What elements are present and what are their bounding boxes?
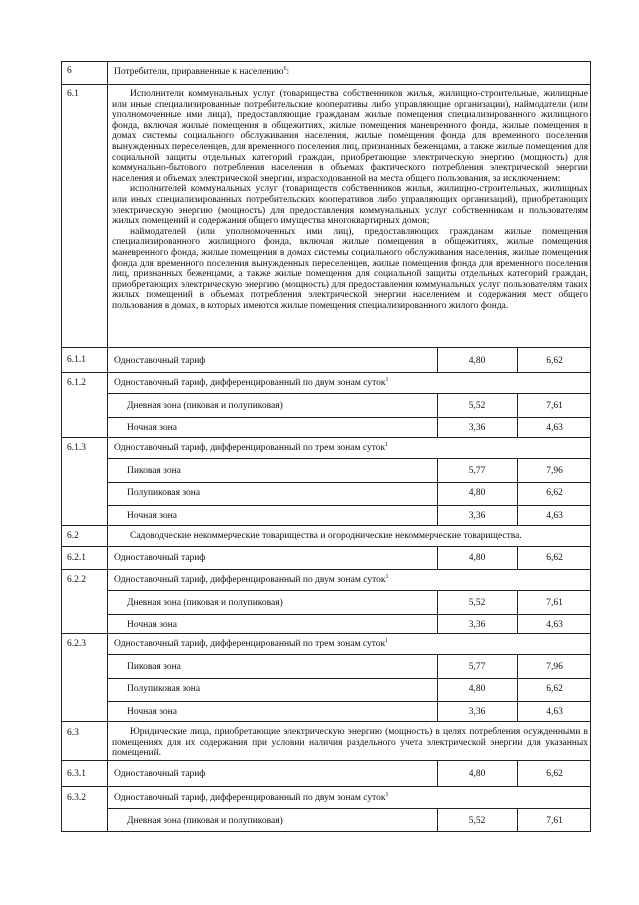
table-row-6-2: [61, 525, 591, 547]
zone-value-1: 5,77: [468, 466, 486, 476]
zone-value-1: 4,80: [468, 488, 486, 498]
row-description: Садоводческие некоммерческие товарищества и огороднические некоммерческие товарищества.: [130, 531, 522, 541]
zone-value-2: 6,62: [546, 488, 563, 498]
tariff-value-1: 4,80: [468, 356, 486, 366]
zone-name: Ночная зона: [127, 707, 177, 717]
zone-value-1: 5,52: [468, 598, 486, 608]
tariff-name: Одноставочный тариф, дифференцированный по трем зонам суток$^1$: [114, 441, 389, 453]
zone-value-2: 7,61: [546, 816, 563, 826]
zone-value-2: 6,62: [546, 684, 563, 694]
zone-value-1: 4,80: [468, 684, 486, 694]
tariff-name: Одноставочный тариф: [114, 356, 206, 366]
zone-value-1: 5,52: [468, 816, 486, 826]
table-row-6-3: [61, 721, 591, 761]
row-number: 6.2.2: [67, 575, 86, 585]
tariff-name: Одноставочный тариф, дифференцированный по двум зонам суток$^1$: [114, 573, 389, 585]
row-title: Потребители, приравненные к населению$^6$:: [114, 65, 290, 77]
tariff-name: Одноставочный тариф, дифференцированный по трем зонам суток$^1$: [114, 637, 389, 649]
row-number: 6: [67, 66, 72, 76]
zone-name: Полупиковая зона: [127, 488, 201, 498]
zone-value-1: 3,36: [468, 620, 486, 630]
tariff-value-2: 6,62: [546, 356, 563, 366]
row-number: 6.2.1: [67, 553, 86, 563]
zone-name: Пиковая зона: [127, 662, 181, 672]
row-number: 6.2.3: [67, 639, 86, 649]
row-number: 6.1.2: [67, 378, 86, 388]
zone-value-2: 7,96: [546, 466, 563, 476]
zone-value-2: 4,63: [546, 620, 563, 630]
zone-value-2: 4,63: [546, 511, 563, 521]
table-row-6: [61, 61, 591, 85]
zone-name: Дневная зона (пиковая и полупиковая): [127, 816, 283, 826]
tariff-name: Одноставочный тариф: [114, 553, 206, 563]
table-row-6-2-3: [61, 633, 591, 722]
zone-value-1: 5,77: [468, 662, 486, 672]
row-number: 6.1.1: [67, 355, 86, 365]
tariff-name: Одноставочный тариф: [114, 769, 206, 779]
table-row-6-1-1: [61, 347, 591, 373]
row-number: 6.1: [67, 89, 79, 99]
row-number: 6.3.1: [67, 769, 86, 779]
zone-value-1: 3,36: [468, 707, 486, 717]
tariff-value-1: 4,80: [468, 553, 486, 563]
table-row-6-1-2: [61, 372, 591, 438]
zone-name: Ночная зона: [127, 511, 177, 521]
row-number: 6.3.2: [67, 793, 86, 803]
row-description: Юридические лица, приобретающие электрическую энергию (мощность) в целях потребления осужденными в помещениях для их содержания при условии наличия раздельного учета электрической энергии для указанных помещений.: [112, 727, 588, 759]
zone-value-1: 5,52: [468, 401, 486, 411]
table-row-6-3-2: [61, 786, 591, 832]
row-description: Исполнители коммунальных услуг (товарищества собственников жилья, жилищно-строительные, жилищные или иные специализированные потребительские кооперативы либо управляющие организации), наймодатели (или уполномоченные ими лица), предоставляющие гражданам жилые помещения специализированного жилищного фонда, включая жилые помещения в общежитиях, жилые помещения маневренного фонда, жилые помещения в домах системы социального обслуживания населения, жилые помещения фонда для временного поселения вынужденных переселенцев, для временного поселения лиц, признанных беженцами, а также жилые помещения для социальной защиты отдельных категорий граждан, приобретающие электрическую энергию (мощность) для коммунально-бытового потребления населения в объемах фактического потребления электрической энергии населения и объемах электрической энергии, израсходованной на места общего пользования, за исключением: исполнителей коммунальных услуг (товариществ собственников жилья, жилищно-строительных, жилищных или иных специализированных потребительских кооперативов либо управляющих организаций), приобретающих электрическую энергию (мощность) для предоставления коммунальных услуг собственникам и пользователям жилых помещений и содержания общего имущества многоквартирных домов; наймодателей (или уполномоченных ими лиц), предоставляющих гражданам жилые помещения специализированного жилищного фонда, включая жилые помещения в общежитиях, жилые помещения маневренного фонда, жилые помещения в домах системы социального обслуживания населения, жилые помещения фонда для временного поселения вынужденных переселенцев, жилые помещения фонда для временного поселения лиц, признанных беженцами, а также жилые помещения для социальной защиты отдельных категорий граждан, приобретающих электрическую энергию (мощность) для предоставления коммунальных услуг пользователям таких жилых помещений в объемах потребления электрической энергии населением и содержания мест общего пользования в домах, в которых имеются жилые помещения специализированного жилого фонда.: [112, 89, 588, 311]
zone-value-2: 4,63: [546, 423, 563, 433]
zone-name: Полупиковая зона: [127, 684, 201, 694]
zone-name: Дневная зона (пиковая и полупиковая): [127, 401, 283, 411]
zone-value-2: 4,63: [546, 707, 563, 717]
tariff-value-2: 6,62: [546, 769, 563, 779]
tariff-name: Одноставочный тариф, дифференцированный по двум зонам суток$^1$: [114, 791, 389, 803]
zone-value-1: 3,36: [468, 511, 486, 521]
zone-value-2: 7,61: [546, 598, 563, 608]
zone-name: Ночная зона: [127, 620, 177, 630]
tariff-name: Одноставочный тариф, дифференцированный по двум зонам суток$^1$: [114, 376, 389, 388]
table-row-6-2-1: [61, 546, 591, 570]
table-row-6-3-1: [61, 760, 591, 787]
zone-value-1: 3,36: [468, 423, 486, 433]
zone-name: Дневная зона (пиковая и полупиковая): [127, 598, 283, 608]
row-number: 6.2: [67, 531, 79, 541]
zone-value-2: 7,96: [546, 662, 563, 672]
table-row-6-1: [61, 84, 591, 348]
zone-name: Пиковая зона: [127, 466, 181, 476]
row-number: 6.3: [67, 728, 79, 738]
tariff-value-1: 4,80: [468, 769, 486, 779]
table-row-6-1-3: [61, 437, 591, 526]
tariff-value-2: 6,62: [546, 553, 563, 563]
row-number: 6.1.3: [67, 443, 86, 453]
zone-value-2: 7,61: [546, 401, 563, 411]
zone-name: Ночная зона: [127, 423, 177, 433]
table-row-6-2-2: [61, 569, 591, 634]
